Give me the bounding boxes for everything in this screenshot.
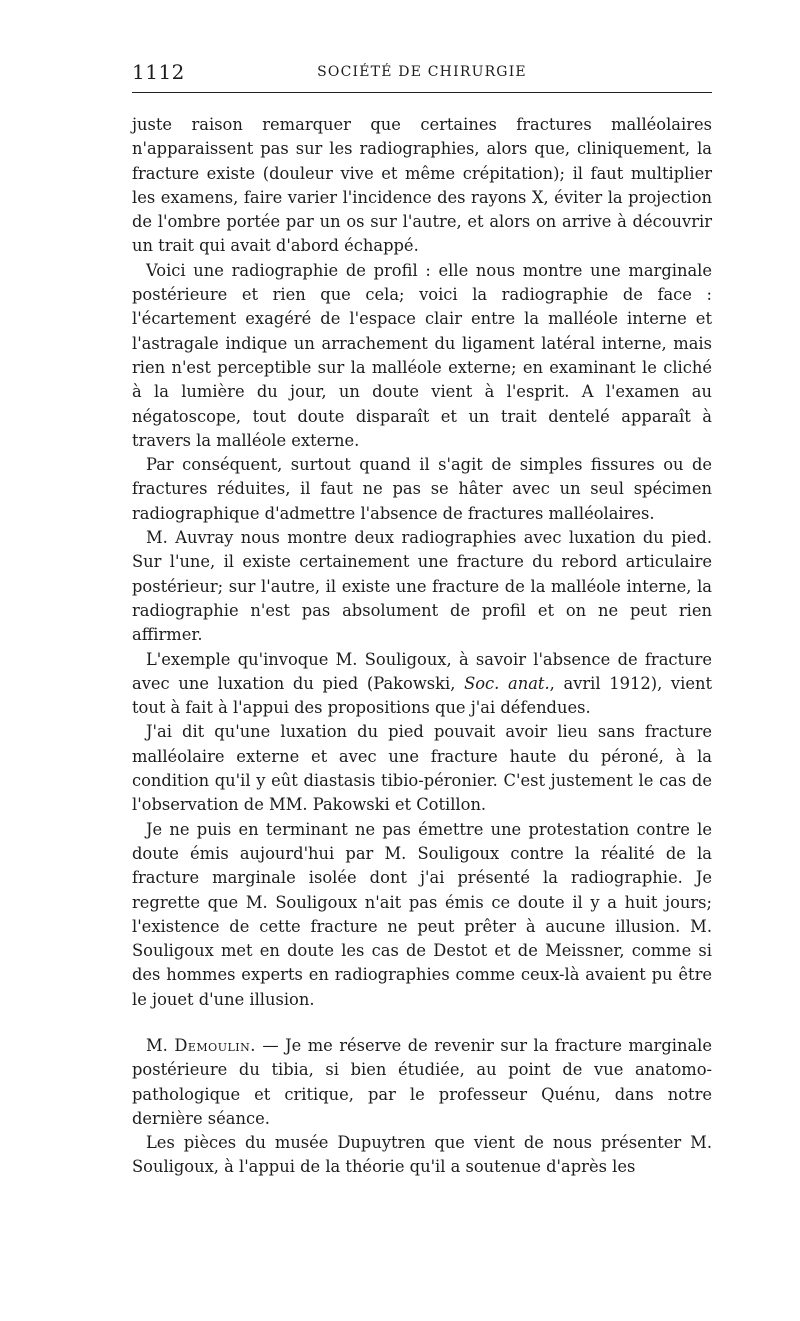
paragraph: Je ne puis en terminant ne pas émettre une protestation contre le doute émis aujourd'hui par M. Souligoux contre la réalité de la fracture marginale isolée dont j'ai présenté la radiographie. Je regrette que M. Souligoux n'ait pas émis ce doute il y a huit jours; l'existence de cette fracture ne peut prêter à aucune illusion. M. Souligoux met en doute les cas de Destot et de Meissner, comme si des hommes experts en radiographies comme ceux-là avaient pu être le jouet d'une illusion. bbox=[132, 819, 712, 1009]
paragraph: J'ai dit qu'une luxation du pied pouvait avoir lieu sans fracture malléolaire externe et avec une fracture haute du péroné, à la condition qu'il y eût diastasis tibio-péronier. C'est justement le cas de l'observation de MM. Pakowski et Cotillon. bbox=[132, 722, 712, 815]
speaker-name: Demoulin. bbox=[174, 1035, 256, 1055]
paragraph: Par conséquent, surtout quand il s'agit de simples fissures ou de fractures réduites, il faut ne pas se hâter avec un seul spécimen radiographique d'admettre l'absence de fractures malléolaires. bbox=[132, 455, 712, 523]
page-number: 1112 bbox=[132, 60, 185, 84]
paragraph: Les pièces du musée Dupuytren que vient de nous présenter M. Souligoux, à l'appui de la théorie qu'il a soutenue d'après les bbox=[132, 1133, 712, 1177]
body-text bbox=[132, 113, 712, 1180]
paragraph: juste raison remarquer que certaines fractures malléolaires n'apparaissent pas sur les radiographies, alors que, cliniquement, la fracture existe (douleur vive et même crépitation); il faut multiplier les examens, faire varier l'incidence des rayons X, éviter la projection de l'ombre portée par un os sur l'autre, et alors on arrive à découvrir un trait qui avait d'abord échappé. bbox=[132, 115, 712, 256]
speaker-title: M. bbox=[146, 1035, 168, 1055]
journal-title: SOCIÉTÉ DE CHIRURGIE bbox=[317, 64, 527, 80]
page bbox=[132, 56, 712, 1180]
paragraph-text: L'exemple qu'invoque M. Souligoux, à savoir l'absence de fracture avec une luxation du pied (Pakowski, bbox=[132, 649, 712, 693]
paragraph: Voici une radiographie de profil : elle nous montre une marginale postérieure et rien que cela; voici la radiographie de face : l'écartement exagéré de l'espace clair entre la malléole interne et l'astragale indique un arrachement du ligament latéral interne, mais rien n'est perceptible sur la malléole externe; en examinant le cliché à la lumière du jour, un doute vient à l'esprit. A l'examen au négatoscope, tout doute disparaît et un trait dentelé apparaît à travers la malléole externe. bbox=[132, 260, 712, 450]
paragraph-text: — Je me réserve de revenir sur la fracture marginale postérieure du tibia, si bien étudiée, au point de vue anatomo-pathologique et critique, par le professeur Quénu, dans notre dernière séance. bbox=[132, 1035, 712, 1128]
paragraph-text: , avril 1912), vient tout à fait à l'appui des propositions que j'ai défendues. bbox=[132, 673, 712, 718]
citation-journal: Soc. anat. bbox=[464, 673, 550, 693]
running-head bbox=[132, 56, 712, 93]
paragraph bbox=[132, 648, 712, 721]
paragraph: M. Auvray nous montre deux radiographies avec luxation du pied. Sur l'une, il existe certainement une fracture du rebord articulaire postérieur; sur l'autre, il existe une fracture de la malléole interne, la radiographie n'est pas absolument de profil et on ne peut rien affirmer. bbox=[132, 528, 712, 645]
speaker-paragraph bbox=[132, 1034, 712, 1131]
